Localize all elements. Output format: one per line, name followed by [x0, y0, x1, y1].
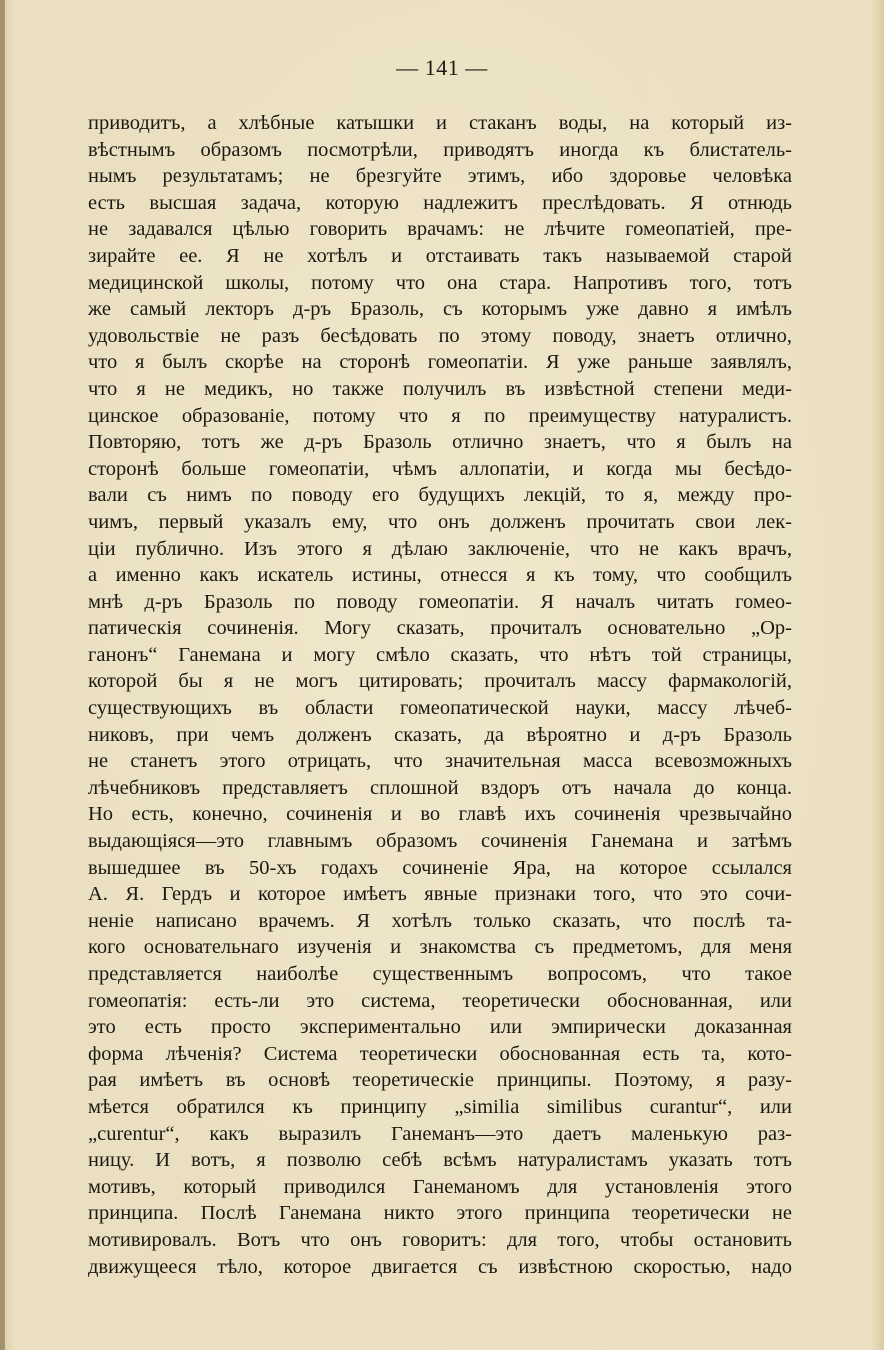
text-line: вышедшее въ 50-хъ годахъ сочиненiе Яра, на которое ссылался: [88, 856, 792, 879]
text-line: это есть просто экспериментально или эмпирически доказанная: [88, 1016, 792, 1039]
page-number: — 141 —: [396, 55, 488, 80]
text-line: же самый лекторъ д-ръ Бразоль, съ которымъ уже давно я имѣлъ: [88, 298, 792, 321]
text-line: гомеопатiя: есть-ли это система, теоретически обоснованная, или: [88, 989, 792, 1012]
text-line: принципа. Послѣ Ганемана никто этого принципа теоретически не: [88, 1202, 792, 1225]
text-line: мотивъ, который приводился Ганеманомъ для установленiя этого: [88, 1175, 792, 1198]
text-line: мнѣ д-ръ Бразоль по поводу гомеопатiи. Я началъ читать гомео-: [88, 590, 792, 613]
text-line: ганонъ“ Ганемана и могу смѣло сказать, что нѣтъ той страницы,: [88, 643, 792, 666]
text-line: что я не медикъ, но также получилъ въ извѣстной степени меди-: [88, 377, 792, 400]
text-line: что я былъ скорѣе на сторонѣ гомеопатiи. Я уже раньше заявлялъ,: [88, 351, 792, 374]
text-line: кого основательнаго изученiя и знакомства съ предметомъ, для меня: [88, 936, 792, 959]
text-line: форма лѣченiя? Система теоретически обоснованная есть та, кото-: [88, 1042, 792, 1065]
text-line: чимъ, первый указалъ ему, что онъ долженъ прочитать свои лек-: [88, 510, 792, 533]
text-line: движущееся тѣло, которое двигается съ извѣстною скоростью, надо: [88, 1255, 792, 1278]
text-line: „curentur“, какъ выразилъ Ганеманъ—это даетъ маленькую раз-: [88, 1122, 792, 1145]
text-line: мѣется обратился къ принципу „similia similibus curantur“, или: [88, 1095, 792, 1118]
text-line: никовъ, при чемъ долженъ сказать, да вѣроятно и д-ръ Бразоль: [88, 723, 792, 746]
text-line: представляется наиболѣе существеннымъ вопросомъ, что такое: [88, 963, 792, 985]
text-line: рая имѣетъ въ основѣ теоретическiе принципы. Поэтому, я разу-: [88, 1069, 792, 1092]
body-text: [88, 110, 792, 1280]
text-line: не станетъ этого отрицать, что значительная масса всевозможныхъ: [88, 750, 792, 773]
text-line: сторонѣ больше гомеопатiи, чѣмъ аллопатiи, и когда мы бесѣдо-: [88, 457, 792, 480]
text-line: удовольствiе не разъ бесѣдовать по этому поводу, знаетъ отлично,: [88, 324, 792, 347]
binding-shadow: [0, 0, 5, 1350]
text-line: ненiе написано врачемъ. Я хотѣлъ только сказать, что послѣ та-: [88, 909, 792, 932]
text-line: не задавался цѣлью говорить врачамъ: не лѣчите гомеопатiей, пре-: [88, 218, 792, 241]
text-line: лѣчебниковъ представляетъ сплошной вздоръ отъ начала до конца.: [88, 776, 792, 799]
text-line: вѣстнымъ образомъ посмотрѣли, приводятъ иногда къ блистатель-: [88, 138, 792, 161]
text-line: выдающiяся—это главнымъ образомъ сочиненiя Ганемана и затѣмъ: [88, 830, 792, 853]
text-line: ницу. И вотъ, я позволю себѣ всѣмъ натуралистамъ указать тотъ: [88, 1149, 792, 1172]
text-line: а именно какъ искатель истины, отнесся я къ тому, что сообщилъ: [88, 564, 792, 587]
text-line: есть высшая задача, которую надлежитъ преслѣдовать. Я отнюдь: [88, 191, 792, 214]
text-line: цинское образованiе, потому что я по преимуществу натуралистъ.: [88, 404, 792, 427]
text-line: цiи публично. Изъ этого я дѣлаю заключенiе, что не какъ врачъ,: [88, 537, 792, 560]
text-line: Но есть, конечно, сочиненiя и во главѣ ихъ сочиненiя чрезвычайно: [88, 803, 792, 826]
text-line: вали съ нимъ по поводу его будущихъ лекцiй, то я, между про-: [88, 484, 792, 507]
text-line: зирайте ее. Я не хотѣлъ и отстаивать такъ называемой старой: [88, 244, 792, 267]
text-line: нымъ результатамъ; не брезгуйте этимъ, ибо здоровье человѣка: [88, 165, 792, 188]
text-line: патическiя сочиненiя. Могу сказать, прочиталъ основательно „Ор-: [88, 617, 792, 640]
text-line: А. Я. Гердъ и которое имѣетъ явные признаки того, что это сочи-: [88, 883, 792, 906]
text-line: которой бы я не могъ цитировать; прочиталъ массу фармакологiй,: [88, 670, 792, 693]
text-line: существующихъ въ области гомеопатической науки, массу лѣчеб-: [88, 697, 792, 720]
text-line: мотивировалъ. Вотъ что онъ говоритъ: для того, чтобы остановить: [88, 1228, 792, 1251]
text-line: приводитъ, а хлѣбные катышки и стаканъ воды, на который из-: [88, 112, 792, 134]
text-line: Повторяю, тотъ же д-ръ Бразоль отлично знаетъ, что я былъ на: [88, 431, 792, 454]
text-line: медицинской школы, потому что она стара. Напротивъ того, тотъ: [88, 271, 792, 294]
